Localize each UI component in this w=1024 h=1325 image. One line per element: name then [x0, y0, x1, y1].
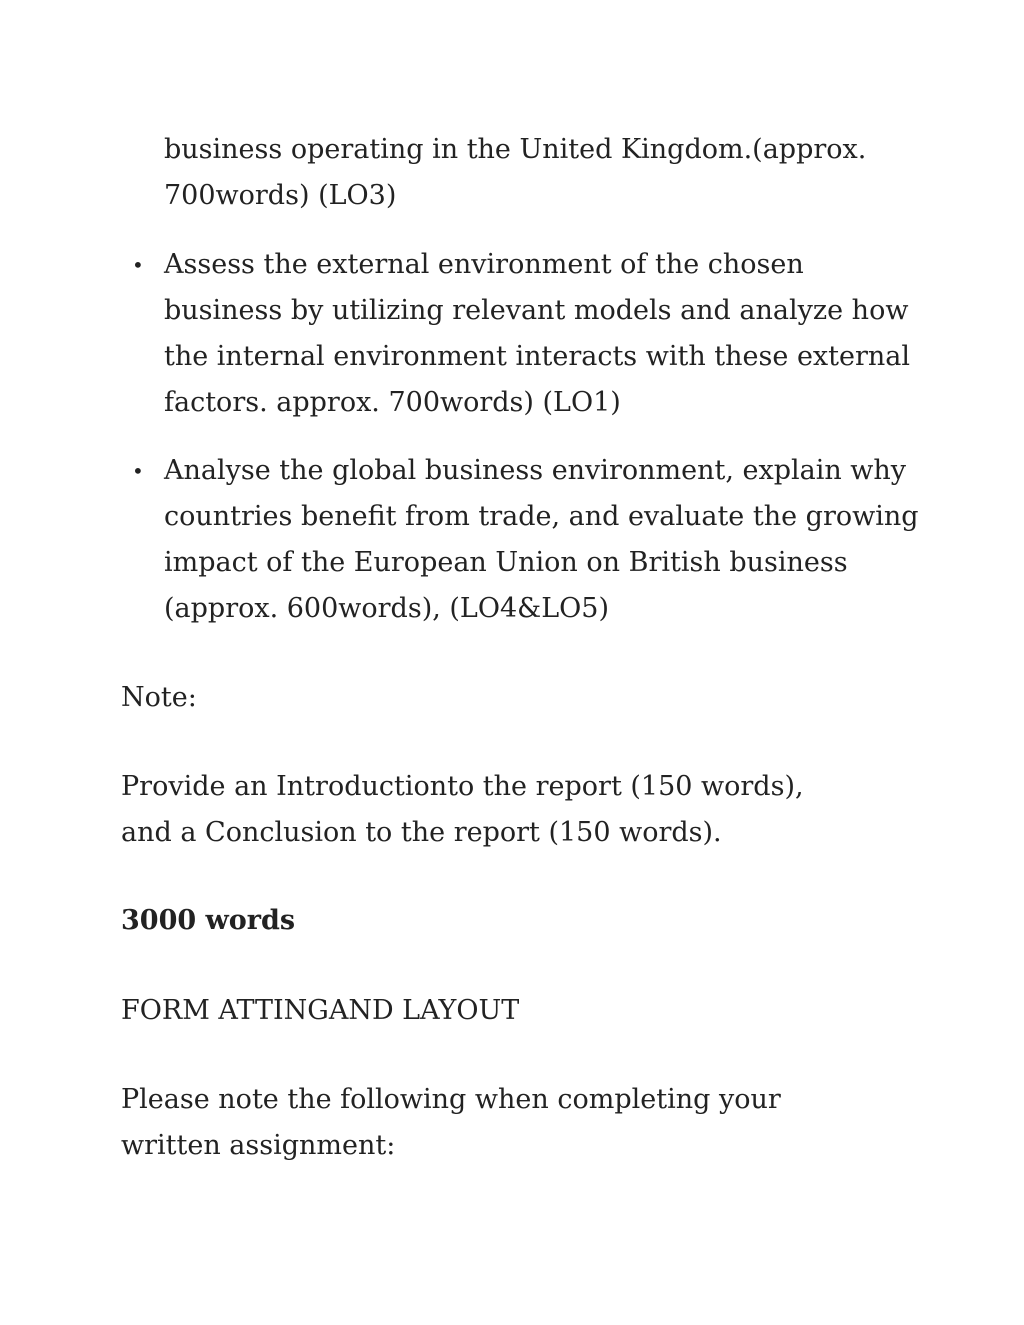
list-item-continuation [164, 127, 924, 219]
instruction-paragraph: Please note the following when completing your written assignment: [121, 1084, 781, 1161]
list-item-text: Analyse the global business environment, explain why countries benefit from trade, and evaluate the growing impact of the European Union on British business (approx. 600words), (LO4&LO5) [164, 455, 919, 624]
word-count-heading: 3000 words [121, 905, 296, 936]
list-item-external-environment [132, 242, 924, 426]
section-heading: FORM ATTINGAND LAYOUT [121, 995, 520, 1026]
note-label: Note: [121, 682, 197, 713]
intro-conclusion-paragraph: Provide an Introductionto the report (150 words), and a Conclusion to the report (150 words). [121, 771, 804, 848]
list-item-text: business operating in the United Kingdom.(approx. 700words) (LO3) [164, 134, 867, 211]
bullet-marker: • [132, 253, 144, 277]
list-item-text: Assess the external environment of the chosen business by utilizing relevant models and analyze how the internal environment interacts with these external factors. approx. 700words) (LO1) [164, 249, 911, 418]
list-item-global-environment [132, 448, 924, 632]
bullet-marker: • [132, 459, 144, 483]
